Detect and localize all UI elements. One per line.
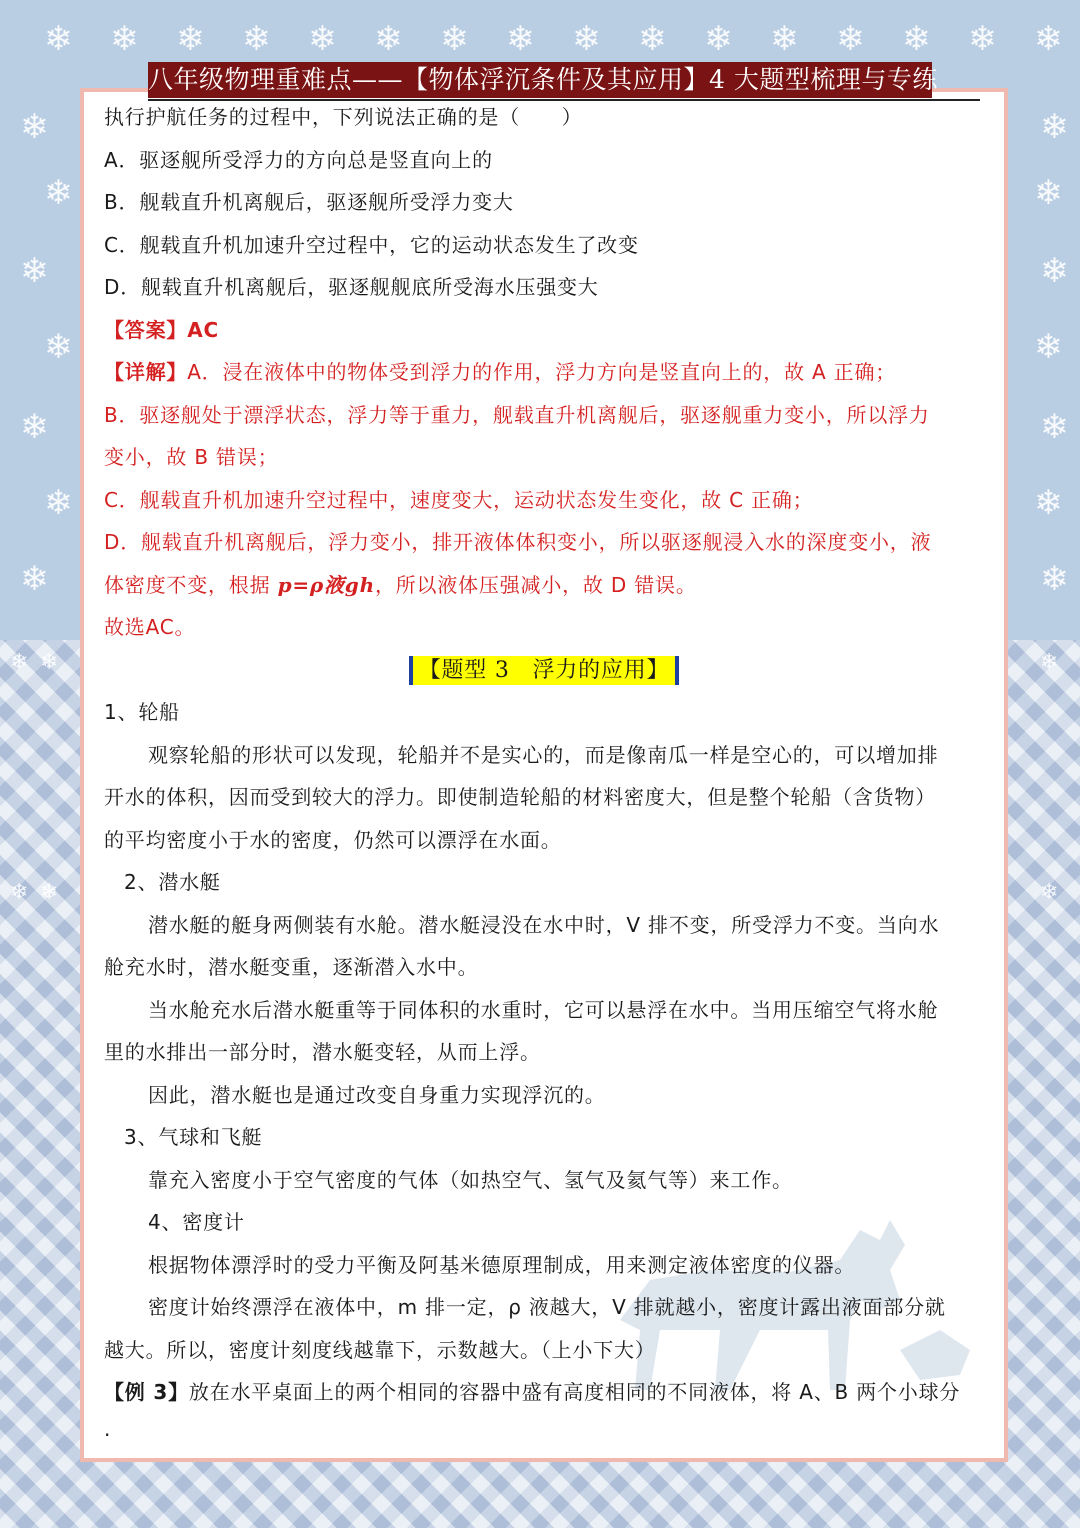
snowflake-icon: ❄: [20, 559, 49, 599]
paragraph-line: 越大。所以，密度计刻度线越靠下，示数越大。（上小下大）: [104, 1337, 656, 1362]
snowflake-icon: ❄: [20, 407, 49, 447]
paragraph-line: 根据物体漂浮时的受力平衡及阿基米德原理制成，用来测定液体密度的仪器。: [148, 1252, 856, 1277]
option-a: A．驱逐舰所受浮力的方向总是竖直向上的: [104, 147, 493, 172]
pressure-formula: p=ρ液gh: [277, 572, 375, 597]
snowflake-icon: ❄: [1034, 327, 1063, 367]
paragraph-line: 密度计始终漂浮在液体中，m 排一定，ρ 液越大，V 排就越小，密度计露出液面部分就: [148, 1295, 946, 1319]
snowflake-icon: ❄: [110, 19, 139, 59]
document-content: [104, 96, 984, 1456]
detail-line: [104, 564, 984, 607]
snowflake-icon: ❄: [44, 327, 73, 367]
detail-text: ，所以液体压强减小，故 D 错误。: [374, 572, 697, 597]
snowflake-icon: ❄: [770, 19, 799, 59]
snowflake-icon: ❄: [40, 880, 59, 905]
snowflake-icon: ❄: [44, 19, 73, 59]
paragraph-line: 因此，潜水艇也是通过改变自身重力实现浮沉的。: [148, 1082, 606, 1107]
paragraph-line: 当水舱充水后潜水艇重等于同体积的水重时，它可以悬浮在水中。当用压缩空气将水舱: [148, 997, 939, 1022]
paragraph-line: 观察轮船的形状可以发现，轮船并不是实心的，而是像南瓜一样是空心的，可以增加排: [148, 742, 939, 767]
item-heading: 4、密度计: [148, 1210, 245, 1234]
paragraph-line: 开水的体积，因而受到较大的浮力。即使制造轮船的材料密度大，但是整个轮船（含货物）: [104, 785, 936, 809]
conclusion: 故选AC。: [104, 615, 196, 639]
answer-value: AC: [187, 317, 219, 342]
paragraph-line: 潜水艇的艇身两侧装有水舱。潜水艇浸没在水中时，V 排不变，所受浮力不变。当向水: [148, 912, 940, 937]
section-title: [104, 649, 984, 692]
snowflake-icon: ❄: [374, 19, 403, 59]
snowflake-icon: ❄: [242, 19, 271, 59]
snowflake-icon: ❄: [308, 19, 337, 59]
snowflake-icon: ❄: [1034, 19, 1063, 59]
snowflake-icon: ❄: [968, 19, 997, 59]
snowflake-icon: ❄: [20, 251, 49, 291]
snowflake-icon: ❄: [1040, 251, 1069, 291]
item-heading: 3、气球和飞艇: [124, 1125, 263, 1149]
paragraph-line: 的平均密度小于水的密度，仍然可以漂浮在水面。: [104, 827, 562, 852]
snowflake-icon: ❄: [1040, 559, 1069, 599]
detail-line: B．驱逐舰处于漂浮状态，浮力等于重力，舰载直升机离舰后，驱逐舰重力变小，所以浮力: [104, 402, 930, 427]
detail-line: D．舰载直升机离舰后，浮力变小，排开液体体积变小，所以驱逐舰浸入水的深度变小，液: [104, 530, 932, 554]
detail-label: 【详解】: [104, 360, 188, 384]
snowflake-icon: ❄: [1040, 650, 1059, 675]
snowflake-icon: ❄: [506, 19, 535, 59]
option-d: D．舰载直升机离舰后，驱逐舰舰底所受海水压强变大: [104, 275, 599, 299]
snowflake-icon: ❄: [1040, 880, 1059, 905]
section-title-label: 【题型 3 浮力的应用】: [409, 656, 680, 685]
snowflake-icon: ❄: [20, 107, 49, 147]
snowflake-icon: ❄: [1034, 483, 1063, 523]
snowflake-icon: ❄: [902, 19, 931, 59]
option-b: B．舰载直升机离舰后，驱逐舰所受浮力变大: [104, 190, 514, 214]
snowflake-icon: ❄: [1040, 407, 1069, 447]
item-heading: 1、轮船: [104, 700, 180, 724]
detail-line: 变小，故 B 错误；: [104, 445, 279, 469]
example-line: [104, 1371, 984, 1414]
detail-text: A．浸在液体中的物体受到浮力的作用，浮力方向是竖直向上的，故 A 正确；: [187, 360, 897, 384]
snowflake-icon: ❄: [1040, 107, 1069, 147]
snowflake-icon: ❄: [1034, 173, 1063, 213]
snowflake-icon: ❄: [44, 483, 73, 523]
snowflake-icon: ❄: [10, 650, 29, 675]
snowflake-icon: ❄: [176, 19, 205, 59]
detail-line: C．舰载直升机加速升空过程中，速度变大，运动状态发生变化，故 C 正确；: [104, 487, 814, 512]
question-stem: 执行护航任务的过程中，下列说法正确的是（ ）: [104, 105, 583, 129]
snowflake-icon: ❄: [638, 19, 667, 59]
snowflake-icon: ❄: [440, 19, 469, 59]
answer-label: 【答案】: [104, 317, 188, 342]
example-text: 放在水平桌面上的两个相同的容器中盛有高度相同的不同液体，将 A、B 两个小球分: [188, 1380, 961, 1404]
detail-text: 体密度不变，根据: [104, 572, 278, 597]
snowflake-icon: ❄: [572, 19, 601, 59]
snowflake-icon: ❄: [10, 880, 29, 905]
snowflake-icon: ❄: [44, 173, 73, 213]
detail-line: [104, 351, 984, 394]
answer-line: [104, 309, 984, 352]
paragraph-line: 里的水排出一部分时，潜水艇变轻，从而上浮。: [104, 1040, 541, 1064]
paragraph-line: 舱充水时，潜水艇变重，逐渐潜入水中。: [104, 955, 479, 979]
item-heading: 2、潜水艇: [124, 870, 221, 894]
paragraph-line: 靠充入密度小于空气密度的气体（如热空气、氢气及氦气等）来工作。: [148, 1167, 793, 1192]
snowflake-icon: ❄: [836, 19, 865, 59]
example-label: 【例 3】: [104, 1380, 189, 1404]
snowflake-icon: ❄: [40, 650, 59, 675]
trailing-mark: ·: [104, 1422, 112, 1447]
snowflake-icon: ❄: [704, 19, 733, 59]
page-title-banner: 八年级物理重难点——【物体浮沉条件及其应用】4 大题型梳理与专练: [148, 62, 932, 98]
option-c: C．舰载直升机加速升空过程中，它的运动状态发生了改变: [104, 232, 639, 257]
